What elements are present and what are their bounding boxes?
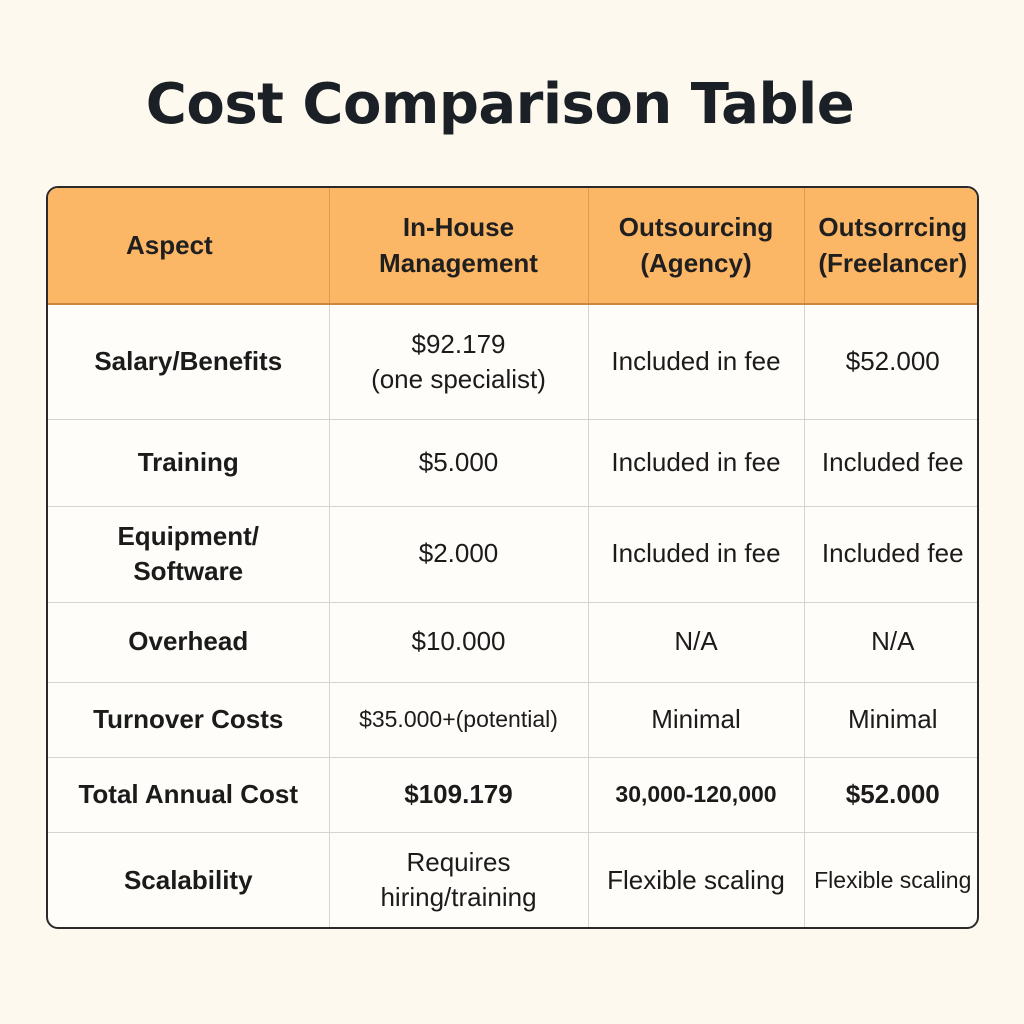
row-label: Overhead: [48, 602, 329, 682]
agency-cell: 30,000-120,000: [588, 757, 804, 832]
table-row-turnover: [48, 682, 979, 757]
freelancer-cell: $52.000: [804, 304, 979, 419]
cost-comparison-table: [46, 186, 979, 929]
freelancer-cell: N/A: [804, 602, 979, 682]
agency-cell: Minimal: [588, 682, 804, 757]
freelancer-cell: Included fee: [804, 419, 979, 506]
freelancer-cell: Included fee: [804, 506, 979, 602]
row-label: Salary/Benefits: [48, 304, 329, 419]
table-row-salary: [48, 304, 979, 419]
header-freelancer: Outsorrcing (Freelancer): [804, 188, 979, 304]
agency-cell: Included in fee: [588, 506, 804, 602]
row-label: Scalability: [48, 832, 329, 928]
table-row-equipment: [48, 506, 979, 602]
header-aspect: Aspect: [48, 188, 329, 304]
in-house-cell: $35.000+(potential): [329, 682, 588, 757]
in-house-cell: $5.000: [329, 419, 588, 506]
table-row-total: [48, 757, 979, 832]
comparison-grid: [48, 188, 979, 928]
row-label: Equipment/ Software: [48, 506, 329, 602]
table-row-training: [48, 419, 979, 506]
in-house-cell: $109.179: [329, 757, 588, 832]
in-house-cell: $10.000: [329, 602, 588, 682]
row-label: Training: [48, 419, 329, 506]
freelancer-cell: $52.000: [804, 757, 979, 832]
in-house-cell: $2.000: [329, 506, 588, 602]
in-house-cell: $92.179 (one specialist): [329, 304, 588, 419]
header-agency: Outsourcing (Agency): [588, 188, 804, 304]
freelancer-cell: Minimal: [804, 682, 979, 757]
agency-cell: N/A: [588, 602, 804, 682]
row-label: Turnover Costs: [48, 682, 329, 757]
table-row-scalability: [48, 832, 979, 928]
row-label: Total Annual Cost: [48, 757, 329, 832]
agency-cell: Included in fee: [588, 419, 804, 506]
header-row: [48, 188, 979, 304]
header-in-house: In-House Management: [329, 188, 588, 304]
agency-cell: Included in fee: [588, 304, 804, 419]
page-title: Cost Comparison Table: [145, 72, 855, 137]
freelancer-cell: Flexible scaling: [814, 866, 972, 893]
table-row-overhead: [48, 602, 979, 682]
agency-cell: Flexible scaling: [588, 832, 804, 928]
in-house-cell: Requires hiring/training: [329, 832, 588, 928]
